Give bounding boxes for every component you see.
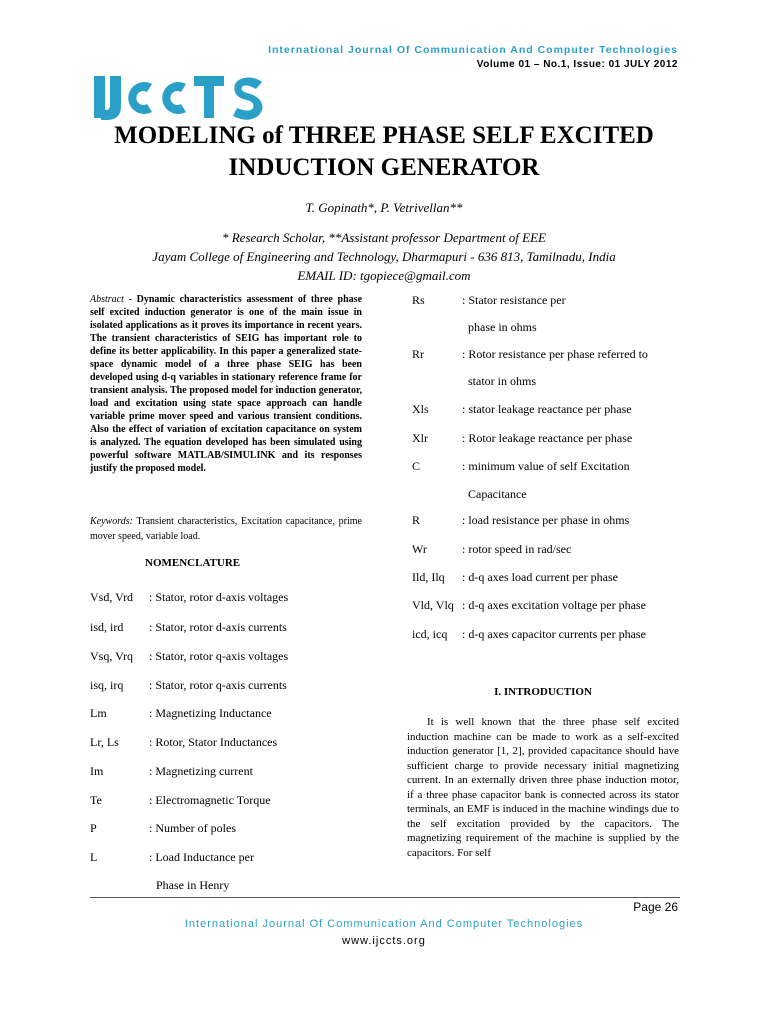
nomenclature-description: : Stator, rotor d-axis currents [149, 620, 287, 634]
nomenclature-symbol: Lm [90, 706, 107, 720]
ijccts-logo [94, 70, 270, 126]
nomenclature-description: : Magnetizing Inductance [149, 706, 272, 720]
journal-header: International Journal Of Communication And Computer Technologies [268, 44, 678, 56]
nomenclature-symbol: Rs [412, 293, 425, 307]
nomenclature-symbol: isq, irq [90, 678, 124, 692]
introduction-text: It is well known that the three phase self excited induction machine can be made to work as a self-excited induction generator [1, 2], provided capacitance should have sufficient charge to provide necessary initial magnetizing current. In an externally driven three phase induction motor, if a three phase capacitor bank is connected across its stator terminals, an EMF is induced in the machine windings due to the self excitation provided by the capacitors. The magnetizing requirement of the machine is supplied by the capacitors. For self [407, 716, 679, 859]
affiliation [0, 228, 768, 285]
abstract [90, 293, 362, 475]
nomenclature-heading: NOMENCLATURE [145, 557, 241, 569]
nomenclature-symbol: Ild, Ilq [412, 570, 445, 584]
nomenclature-symbol: Lr, Ls [90, 735, 119, 749]
nomenclature-symbol: Rr [412, 347, 424, 361]
title-line-1: MODELING of THREE PHASE SELF EXCITED [114, 122, 654, 149]
paper-title [0, 120, 768, 184]
abstract-text: Dynamic characteristics assessment of three phase self excited induction generator is one of the main issue in isolated applications as it proves its importance in recent years. The transient characteristics of SEIG has important role to define its better applicability. In this paper a generalized state-space dynamic model of a three phase SEIG has been developed using d-q variables in stationary reference frame for transient analysis. The proposed model for induction generator, load and excitation using state space approach can handle variable prime mover speed and various transient conditions. Also the effect of variation of excitation capacitance on system is analyzed. The equation developed has been simulated using powerful software MATLAB/SIMULINK and its responses justify the proposed model. [90, 294, 363, 474]
nomenclature-description: : stator leakage reactance per phase [462, 402, 632, 416]
nomenclature-symbol: Xlr [412, 431, 428, 445]
nomenclature-description: : d-q axes load current per phase [462, 570, 618, 584]
nomenclature-description: : d-q axes capacitor currents per phase [462, 627, 646, 641]
nomenclature-description: : Rotor, Stator Inductances [149, 735, 278, 749]
nomenclature-symbol: isd, ird [90, 620, 124, 634]
keywords [90, 514, 362, 544]
nomenclature-symbol: R [412, 513, 421, 527]
nomenclature-symbol: Xls [412, 402, 429, 416]
nomenclature-description: : Stator, rotor q-axis currents [149, 678, 287, 692]
nomenclature-symbol: Im [90, 764, 104, 778]
nomenclature-description: : minimum value of self Excitation [462, 459, 630, 473]
affiliation-line-1: * Research Scholar, **Assistant professor Department of EEE [221, 230, 546, 245]
nomenclature-description: : Electromagnetic Torque [149, 793, 271, 807]
keywords-text: Transient characteristics, Excitation capacitance, prime mover speed, variable load. [90, 516, 362, 542]
nomenclature-symbol: C [412, 459, 421, 473]
nomenclature-description: : Stator resistance per [462, 293, 566, 307]
footer-url[interactable]: www.ijccts.org [342, 935, 426, 947]
nomenclature-symbol: L [90, 850, 98, 864]
nomenclature-description: : Rotor leakage reactance per phase [462, 431, 633, 445]
nomenclature-symbol: Wr [412, 542, 427, 556]
nomenclature-description: : Stator, rotor q-axis voltages [149, 649, 289, 663]
footer-journal: International Journal Of Communication And Computer Technologies [184, 918, 584, 930]
footer-rule [90, 897, 680, 898]
nomenclature-description: Capacitance [468, 487, 527, 501]
email: EMAIL ID: tgopiece@gmail.com [297, 268, 471, 283]
nomenclature-symbol: Vsq, Vrq [90, 649, 134, 663]
nomenclature-symbol: icd, icq [412, 627, 448, 641]
abstract-label: Abstract - [90, 294, 132, 305]
nomenclature-description: phase in ohms [468, 320, 537, 334]
authors: T. Gopinath*, P. Vetrivellan** [305, 200, 463, 215]
introduction-heading: I. INTRODUCTION [494, 686, 592, 698]
title-line-2: INDUCTION GENERATOR [228, 154, 540, 181]
nomenclature-description: : Magnetizing current [149, 764, 253, 778]
nomenclature-description: : d-q axes excitation voltage per phase [462, 598, 646, 612]
nomenclature-symbol: Vsd, Vrd [90, 590, 134, 604]
keywords-label: Keywords: [90, 516, 133, 527]
nomenclature-description: : Rotor resistance per phase referred to [462, 347, 648, 361]
volume-info: Volume 01 – No.1, Issue: 01 JULY 2012 [476, 59, 678, 70]
nomenclature-description: : Load Inductance per [149, 850, 254, 864]
nomenclature-description: : load resistance per phase in ohms [462, 513, 630, 527]
nomenclature-description: : rotor speed in rad/sec [462, 542, 572, 556]
nomenclature-description: : Number of poles [149, 821, 236, 835]
nomenclature-symbol: Vld, Vlq [412, 598, 454, 612]
page-number: Page 26 [633, 900, 678, 914]
affiliation-line-2: Jayam College of Engineering and Technology, Dharmapuri - 636 813, Tamilnadu, India [152, 249, 616, 264]
nomenclature-description: stator in ohms [468, 374, 536, 388]
nomenclature-symbol: P [90, 821, 97, 835]
nomenclature-symbol: Te [90, 793, 102, 807]
nomenclature-description: : Stator, rotor d-axis voltages [149, 590, 289, 604]
nomenclature-description: Phase in Henry [156, 878, 230, 892]
